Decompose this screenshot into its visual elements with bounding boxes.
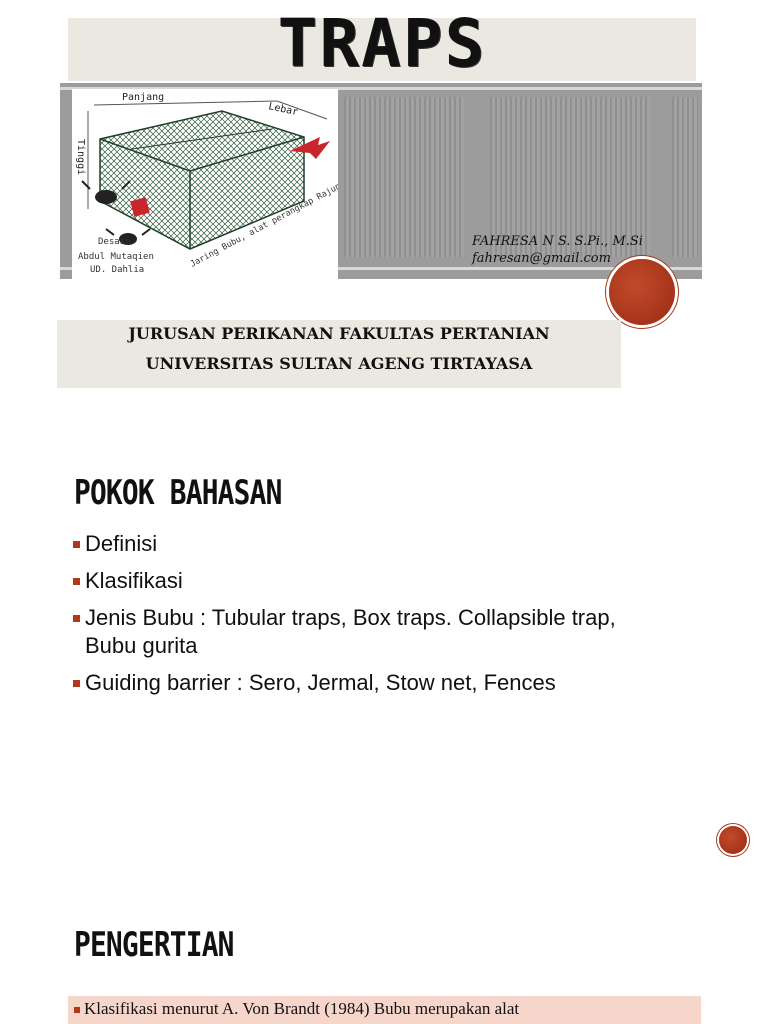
trap-diagram-image — [72, 89, 338, 279]
list-item: Jenis Bubu : Tubular traps, Box traps. Collapsible trap, Bubu gurita — [73, 604, 673, 660]
institution-department: JURUSAN PERIKANAN FAKULTAS PERTANIAN — [128, 324, 550, 343]
section-heading: POKOK BAHASAN — [74, 473, 282, 513]
slide-title: TRAPS — [277, 5, 487, 82]
author-name: FAHRESA N S. S.Pi., M.Si — [472, 234, 643, 249]
decorative-circle-icon — [719, 826, 747, 854]
institution-panel — [57, 320, 621, 388]
list-item: Klasifikasi — [73, 567, 673, 595]
author-email[interactable]: fahresan@gmail.com — [472, 251, 611, 266]
trap-diagram — [72, 89, 338, 279]
designer-company: UD. Dahlia — [90, 265, 145, 275]
list-item: Guiding barrier : Sero, Jermal, Stow net, Fences — [73, 669, 673, 697]
list-item: Definisi — [73, 530, 673, 558]
diagram-caption: Jaring Bubu, alat perangkap Rajungan, — [188, 171, 338, 270]
bullet-marker — [74, 1007, 80, 1013]
width-label: Lebar — [267, 101, 300, 119]
institution-university: UNIVERSITAS SULTAN AGENG TIRTAYASA — [145, 354, 533, 373]
height-label: Tinggi — [75, 139, 86, 176]
designer-label: Desain — [98, 237, 131, 247]
designer-name: Abdul Mutaqien — [78, 252, 154, 262]
trap-net-body — [100, 111, 304, 249]
decorative-circle-icon — [609, 259, 675, 325]
author-block — [472, 233, 643, 267]
topic-list — [73, 530, 673, 706]
net-photo-panel — [672, 97, 698, 257]
definition-text: Klasifikasi menurut A. Von Brandt (1984) Bubu merupakan alat — [84, 999, 520, 1018]
section-heading: PENGERTIAN — [74, 925, 234, 965]
net-photo-panel — [344, 97, 464, 257]
length-label: Panjang — [122, 92, 165, 103]
